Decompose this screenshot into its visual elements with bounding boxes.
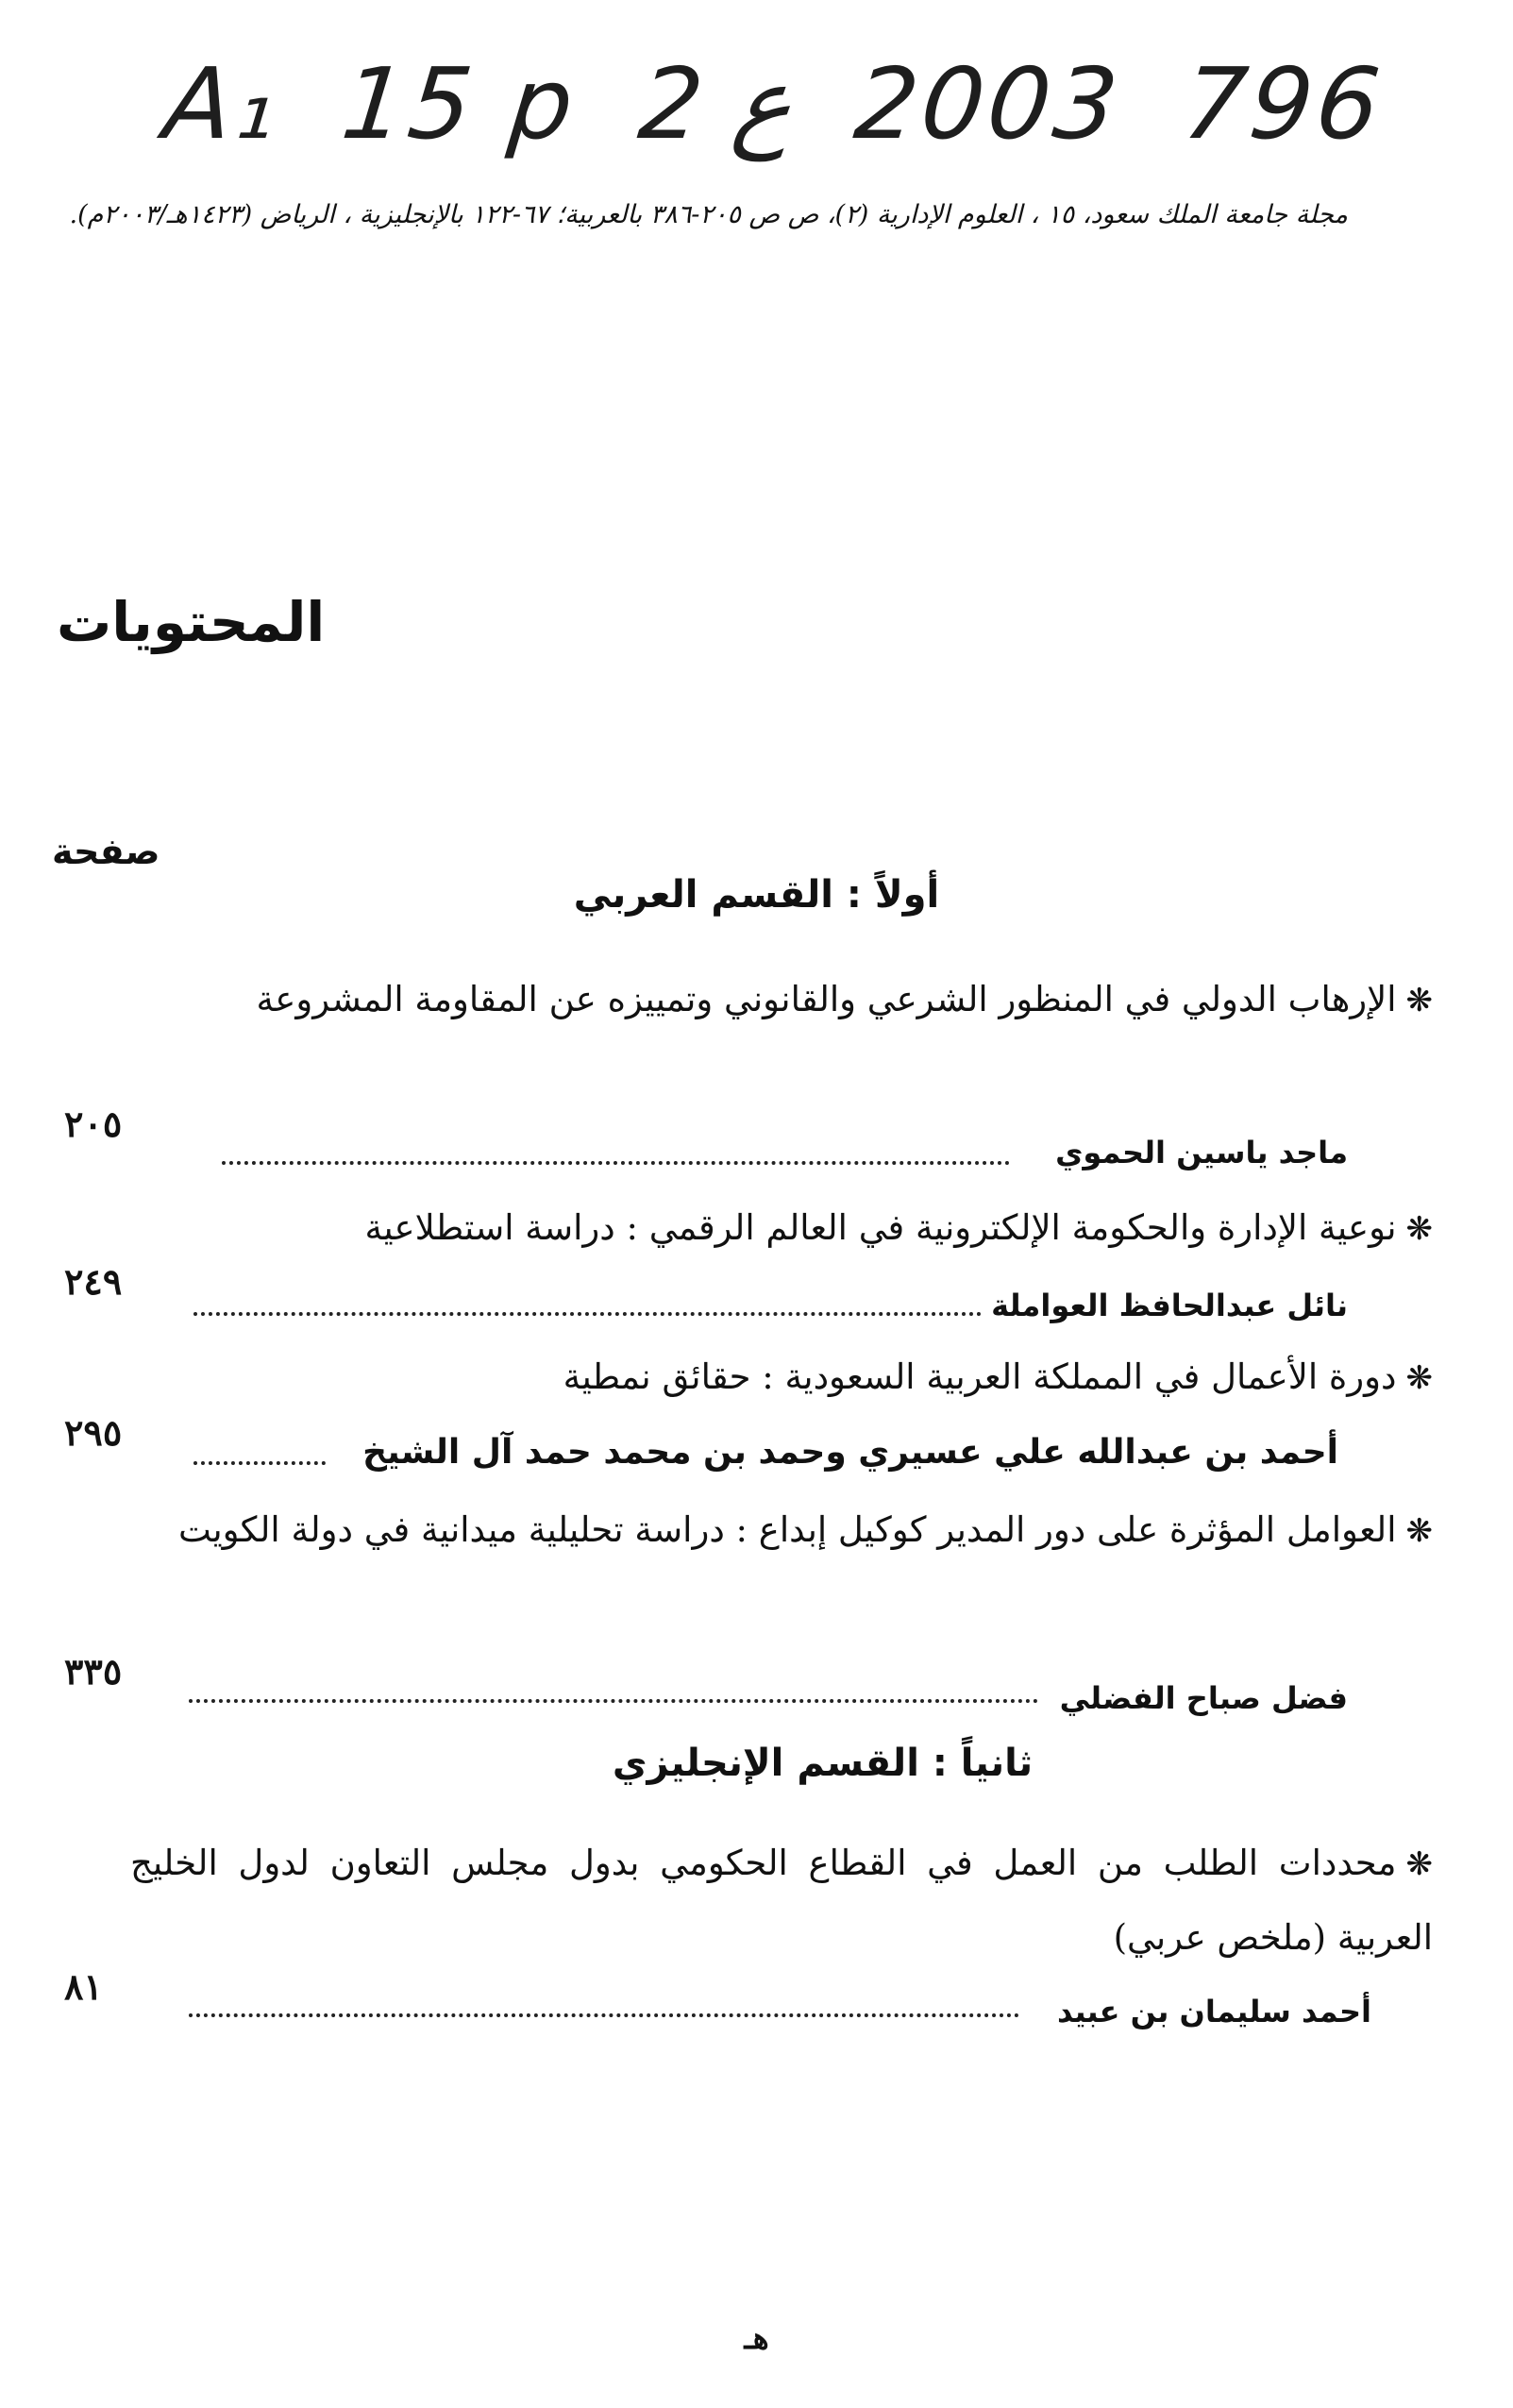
article-title [130, 963, 1433, 1037]
handwritten-code-part: A₁ [159, 46, 286, 161]
page-number: ٨١ [64, 1965, 103, 2008]
leader-dots [189, 2013, 1019, 2017]
article-author: أحمد بن عبدالله علي عسيري وحمد بن محمد حمد آل الشيخ [362, 1433, 1338, 1472]
page-number: ٢٠٥ [64, 1103, 123, 1145]
star-bullet-icon: ❋ [1405, 1512, 1433, 1550]
article-title-text: العوامل المؤثرة على دور المدير كوكيل إبداع : دراسة تحليلية ميدانية في دولة الكويت [177, 1509, 1397, 1550]
article-author: نائل عبدالحافظ العواملة [991, 1288, 1348, 1323]
page-number: ٢٤٩ [64, 1260, 123, 1303]
section-heading-arabic: أولاً : القسم العربي [573, 873, 940, 917]
leader-dots [193, 1461, 326, 1465]
handwritten-code-part: 2 ع [633, 46, 799, 161]
star-bullet-icon: ❋ [1405, 1359, 1433, 1397]
article-title-text: نوعية الإدارة والحكومة الإلكترونية في العالم الرقمي : دراسة استطلاعية [364, 1207, 1397, 1248]
page-column-label: صفحة [52, 831, 160, 872]
article-author: ماجد ياسين الحموي [1055, 1135, 1348, 1170]
article-title-text: الإرهاب الدولي في المنظور الشرعي والقانوني وتمييزه عن المقاومة المشروعة [256, 979, 1397, 1019]
star-bullet-icon: ❋ [1405, 982, 1433, 1019]
star-bullet-icon: ❋ [1405, 1845, 1433, 1883]
section-heading-english: ثانياً : القسم الإنجليزي [612, 1742, 1034, 1785]
journal-citation: مجلة جامعة الملك سعود، ١٥ ، العلوم الإدارية (٢)، ص ص ٢٠٥-٣٨٦ بالعربية؛ ٦٧-١٢٢ بالإنجليزية ، الرياض (١٤٢٣هـ/٢٠٠٣م). [69, 200, 1348, 229]
handwritten-code-part: 15 p [336, 46, 582, 161]
page-number: ٣٣٥ [64, 1650, 123, 1692]
leader-dots [222, 1161, 1010, 1165]
leader-dots [193, 1312, 982, 1316]
footer-page-mark: هـ [744, 2320, 769, 2356]
article-author: فضل صباح الفضلي [1059, 1680, 1348, 1716]
article-title [130, 1191, 1433, 1266]
handwritten-code-part: 796 [1178, 46, 1389, 161]
star-bullet-icon: ❋ [1405, 1210, 1433, 1248]
article-title-text: محددات الطلب من العمل في القطاع الحكومي بدول مجلس التعاون لدول الخليج العربية (ملخص عربي) [130, 1843, 1433, 1958]
article-title-text: دورة الأعمال في المملكة العربية السعودية : حقائق نمطية [563, 1356, 1397, 1397]
article-title [130, 1493, 1433, 1568]
page-title: المحتويات [57, 590, 326, 654]
article-title [130, 1827, 1433, 1975]
article-title [130, 1340, 1433, 1415]
leader-dots [189, 1699, 1038, 1703]
page-number: ٢٩٥ [64, 1411, 123, 1454]
handwritten-catalog-code [159, 38, 1390, 170]
handwritten-code-part: 2003 [849, 46, 1127, 161]
article-author: أحمد سليمان بن عبيد [1056, 1994, 1371, 2029]
